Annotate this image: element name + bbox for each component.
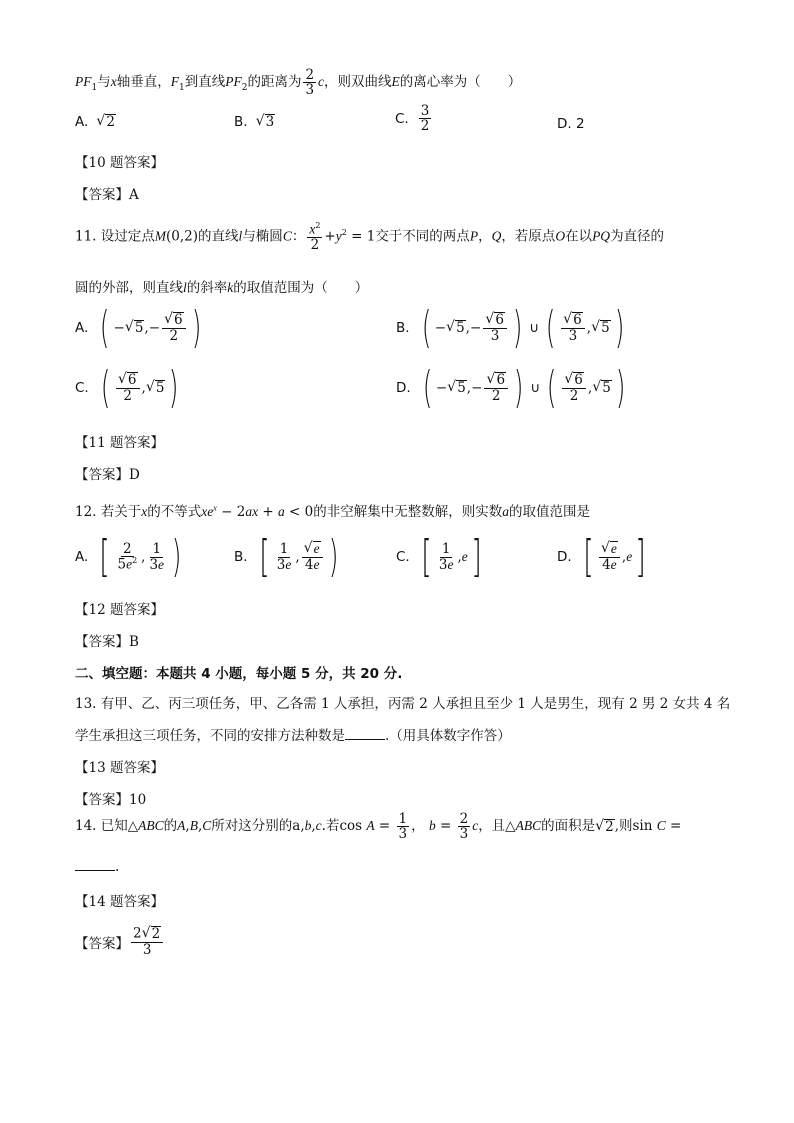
q12-stem: 12. 若关于x的不等式$xe^x - 2ax + a < 0$的非空解集中无整数解，则实数a的取值范围是 — [75, 503, 590, 520]
q11-stem-line2: 圆的外部，则直线l的斜率k的取值范围为（ ） — [75, 280, 369, 296]
q11-answer: 【答案】D — [75, 467, 140, 483]
q14-answer-blank — [75, 858, 115, 871]
q12-option-d: D. [ √ e 4e , e ] — [557, 531, 646, 582]
q14-stem-line2: . — [75, 858, 119, 875]
q10-answer-header: 【10 题答案】 — [75, 155, 164, 171]
q11-answer-header: 【11 题答案】 — [75, 435, 164, 451]
q13-answer-header: 【13 题答案】 — [75, 760, 164, 776]
q14-answer: 【答案】 2 √ 2 3 — [75, 926, 165, 957]
q11-option-b: B. ( − √ 5 ,− √ 6 3 ) ∪ ( √ 6 3 , √ 5 ) — [396, 302, 624, 353]
q12-option-a: A. [ $\frac{2}{5e^2}$ , $\frac{1}{3e}$ ) — [75, 531, 182, 582]
q12-answer-header: 【12 题答案】 — [75, 602, 164, 618]
q12-answer: 【答案】B — [75, 634, 139, 650]
q11-stem-line1: 11. 设过定点M(0,2)的直线l与椭圆C： $\frac{x^2}{2}$ $+y^2 = 1$交于不同的两点P，Q，若原点O在以PQ为直径的 — [75, 221, 665, 253]
q11-option-c: C. ( √ 6 2 , √ 5 ) — [75, 362, 179, 413]
q10-option-a: A. √ 2 — [75, 113, 115, 131]
q13-answer: 【答案】10 — [75, 792, 147, 808]
q11-option-a: A. ( − √ 5 ,− √ 6 2 ) — [75, 302, 201, 353]
q14-stem-line1: 14. 已知△ABC的A,B,C所对这分别的a,b,c.若cos A = $\frac{1}{3}$ ， b = $\frac{2}{3}$ c，且△ABC的面积是 √ 2 ,则sin C = — [75, 811, 682, 843]
q10-option-d: D. 2 — [557, 116, 585, 132]
q13-answer-blank — [345, 727, 385, 740]
q13-stem-line1: 13. 有甲、乙、丙三项任务，甲、乙各需 1 人承担，丙需 2 人承担且至少 1 人是男生，现有 2 男 2 女共 4 名 — [75, 696, 731, 712]
section-fill-in-title: 二、填空题：本题共 4 小题，每小题 5 分，共 20 分. — [75, 666, 403, 682]
q12-option-b: B. [ $\frac{1}{3e}$ , √ e 4e ) — [234, 531, 338, 582]
q10-option-c: C. $\frac{3}{2}$ — [395, 103, 430, 135]
q10-stem: $PF_1$与x轴垂直，$F_1$到直线$PF_2$的距离为 $\frac{2}{3}$ c，则双曲线E的离心率为（ ） — [75, 67, 522, 99]
q10-option-b: B. √ 3 — [234, 113, 275, 131]
q13-stem-line2: 学生承担这三项任务，不同的安排方法种数是 .（用具体数字作答） — [75, 728, 511, 744]
q14-answer-header: 【14 题答案】 — [75, 894, 164, 910]
q12-option-c: C. [ $\frac{1}{3e}$ , e ] — [396, 531, 482, 582]
q14-answer-value: 2 √ 2 3 — [131, 926, 163, 957]
q11-option-d: D. ( − √ 5 ,− √ 6 2 ) ∪ ( √ 6 2 , √ 5 ) — [396, 362, 626, 413]
q10-answer: 【答案】A — [75, 187, 139, 203]
